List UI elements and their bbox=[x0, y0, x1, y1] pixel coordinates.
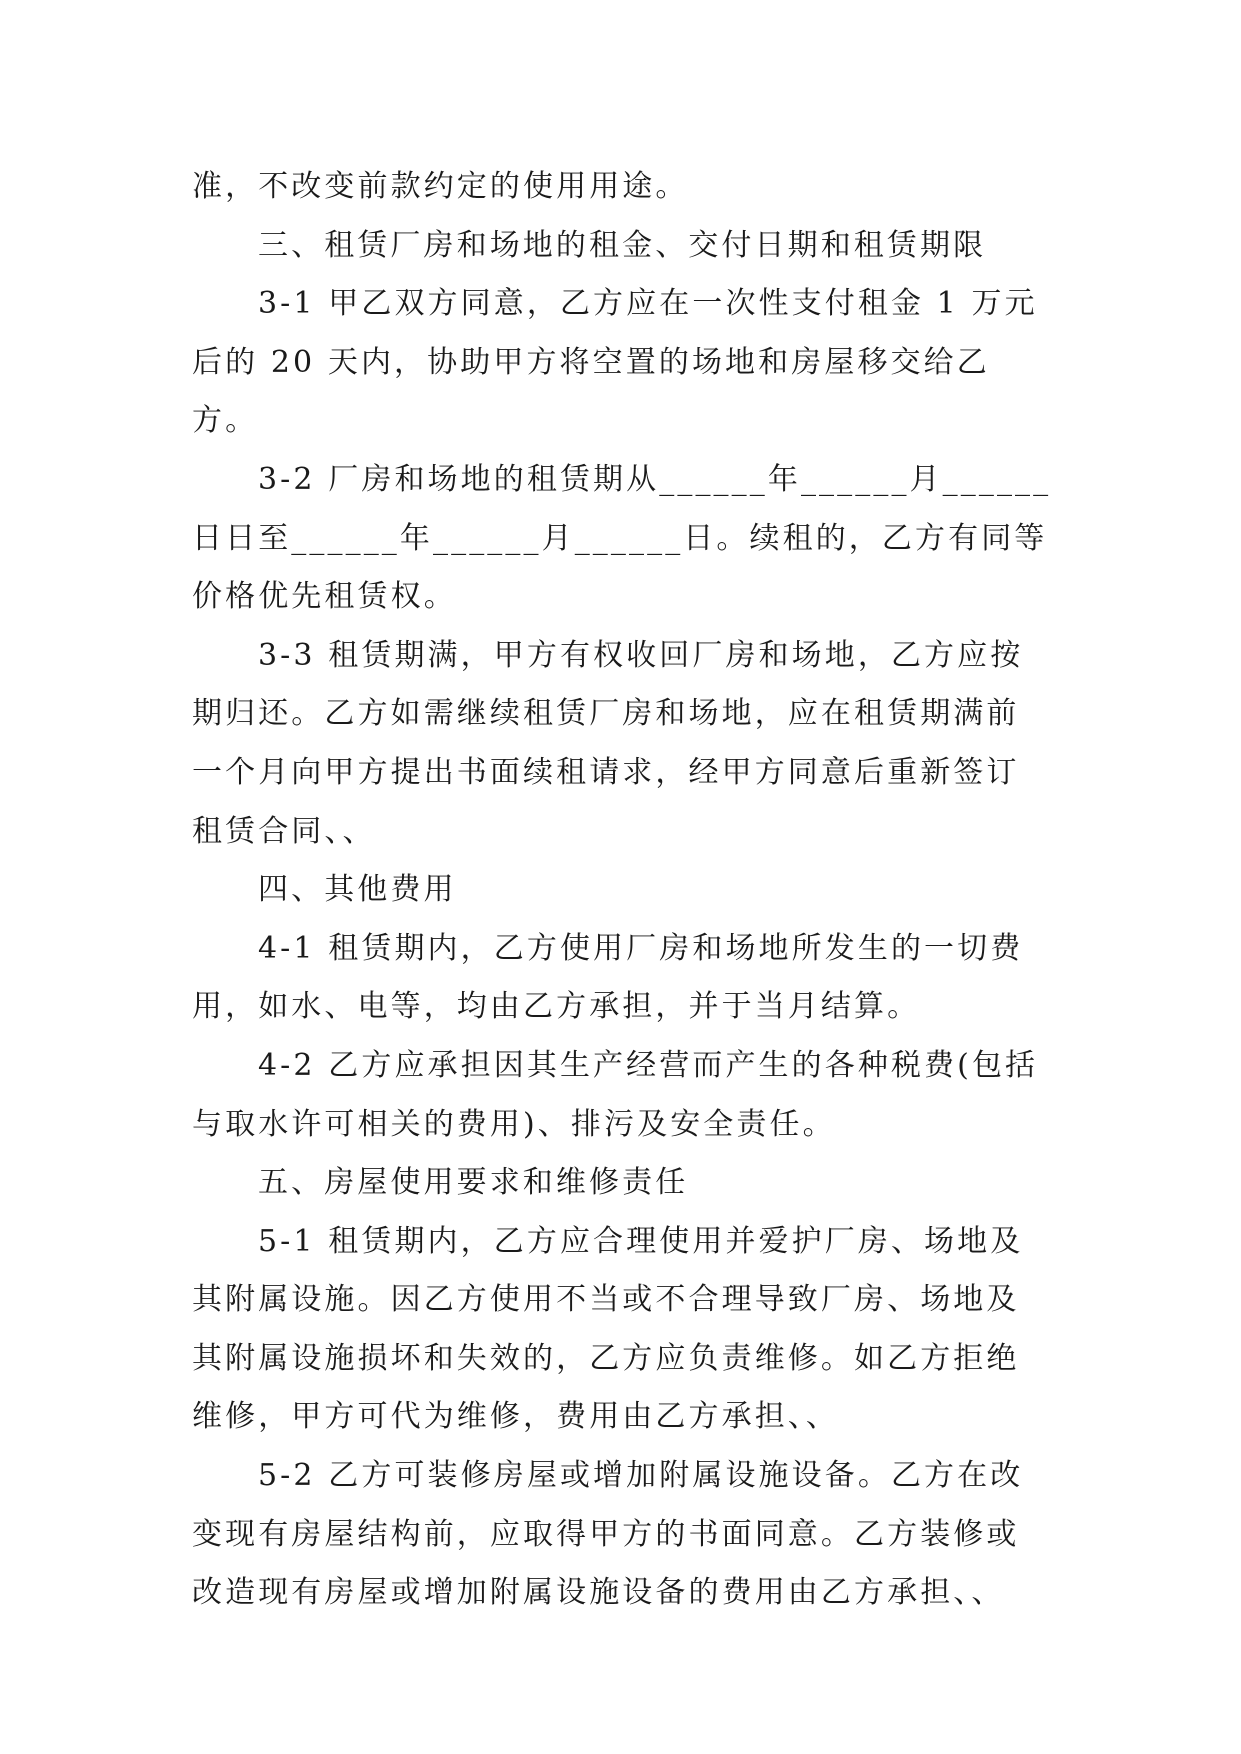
clause-3-3: 3-3 租赁期满，甲方有权收回厂房和场地，乙方应按期归还。乙方如需继续租赁厂房和场地，应在租赁期满前一个月向甲方提出书面续租请求，经甲方同意后重新签订租赁合同、、 bbox=[192, 637, 1024, 849]
clause-3-1: 3-1 甲乙双方同意，乙方应在一次性支付租金 1 万元后的 20 天内，协助甲方将空置的场地和房屋移交给乙方。 bbox=[192, 286, 1038, 439]
clause-5-2: 5-2 乙方可装修房屋或增加附属设施设备。乙方在改变现有房屋结构前，应取得甲方的书面同意。乙方装修或改造现有房屋或增加附属设施设备的费用由乙方承担、、 bbox=[192, 1458, 1024, 1611]
document-body bbox=[192, 158, 1052, 1623]
clause-4-2: 4-2 乙方应承担因其生产经营而产生的各种税费(包括与取水许可相关的费用)、排污及安全责任。 bbox=[192, 1047, 1039, 1142]
clause-4-1: 4-1 租赁期内，乙方使用厂房和场地所发生的一切费用，如水、电等，均由乙方承担，并于当月结算。 bbox=[192, 930, 1024, 1025]
section-heading-other-fees: 四、其他费用 bbox=[258, 872, 457, 908]
section-heading-usage-and-repair: 五、房屋使用要求和维修责任 bbox=[258, 1165, 689, 1201]
clause-5-1: 5-1 租赁期内，乙方应合理使用并爱护厂房、场地及其附属设施。因乙方使用不当或不合理导致厂房、场地及其附属设施损坏和失效的，乙方应负责维修。如乙方拒绝维修，甲方可代为维修，费用由乙方承担、、 bbox=[192, 1223, 1024, 1435]
clause-3-2: 3-2 厂房和场地的租赁期从______年______月______日日至______年______月______日。续租的，乙方有同等价格优先租赁权。 bbox=[192, 461, 1052, 615]
section-heading-rent-and-term: 三、租赁厂房和场地的租金、交付日期和租赁期限 bbox=[258, 227, 987, 263]
paragraph-continuation: 准，不改变前款约定的使用用途。 bbox=[192, 169, 689, 204]
